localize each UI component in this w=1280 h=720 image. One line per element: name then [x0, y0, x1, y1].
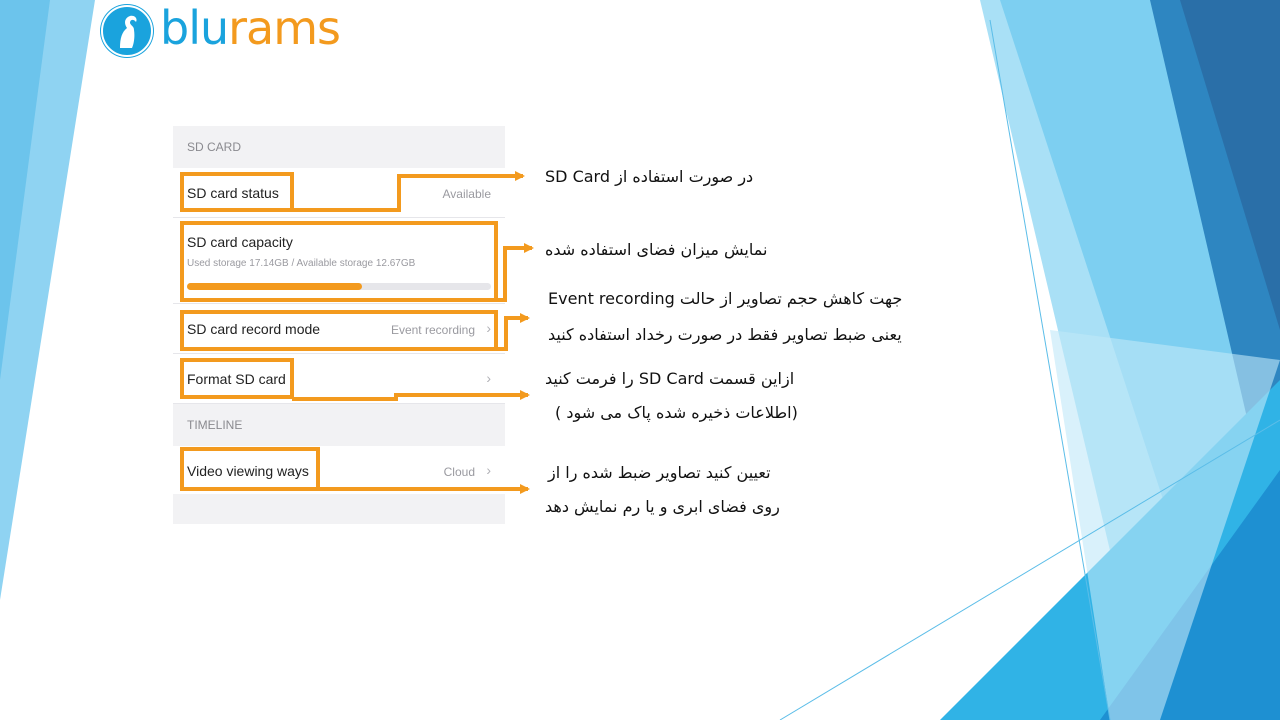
chevron-right-icon: ›: [486, 462, 491, 478]
annotation-video-line1: تعیین کنید تصاویر ضبط شده را از: [548, 463, 771, 482]
record-mode-label: SD card record mode: [187, 321, 321, 337]
video-viewing-label: Video viewing ways: [187, 463, 309, 479]
annotation-format-line1: ازاین قسمت SD Card را فرمت کنید: [545, 369, 795, 388]
brand-name-part1: blu: [160, 1, 229, 55]
annotation-record-line1: جهت کاهش حجم تصاویر از حالت Event recording: [548, 289, 903, 308]
annotation-record-line2: یعنی ضبط تصاویر فقط در صورت رخداد استفاده کنید: [548, 325, 902, 344]
video-viewing-row[interactable]: [173, 446, 505, 495]
brand-wordmark: [160, 0, 340, 58]
annotation-format-line2: (اطلاعات ذخیره شده پاک می شود ): [555, 403, 798, 422]
settings-panel: [173, 126, 505, 524]
section-header-timeline: [173, 404, 505, 446]
annotation-capacity: نمایش میزان فضای استفاده شده: [545, 240, 768, 259]
sd-capacity-label: SD card capacity: [187, 234, 293, 250]
sd-capacity-detail: Used storage 17.14GB / Available storage 12.67GB: [187, 258, 416, 269]
section-title: SD CARD: [187, 140, 242, 154]
record-mode-value: Event recording: [390, 323, 475, 337]
storage-progress-bar: [187, 283, 491, 290]
sd-status-value: Available: [442, 187, 491, 201]
video-viewing-value: Cloud: [443, 465, 475, 479]
sd-status-row[interactable]: [173, 168, 505, 218]
chevron-right-icon: ›: [486, 320, 491, 336]
brand-name-part2: rams: [228, 1, 341, 55]
sd-status-label: SD card status: [187, 185, 279, 201]
section-header-sd-card: [173, 126, 505, 168]
panel-footer-fill: [173, 494, 505, 524]
brand-logo: [100, 1, 370, 60]
sd-capacity-row: [173, 218, 505, 304]
annotation-status: در صورت استفاده از SD Card: [545, 167, 754, 186]
ram-logo-icon: [100, 4, 154, 58]
section-title: TIMELINE: [187, 418, 243, 432]
annotation-video-line2: روی فضای ابری و یا رم نمایش دهد: [545, 497, 780, 516]
record-mode-row[interactable]: [173, 304, 505, 354]
format-sd-label: Format SD card: [187, 371, 286, 387]
storage-progress-fill: [187, 283, 362, 290]
chevron-right-icon: ›: [486, 370, 491, 386]
format-sd-row[interactable]: [173, 354, 505, 404]
